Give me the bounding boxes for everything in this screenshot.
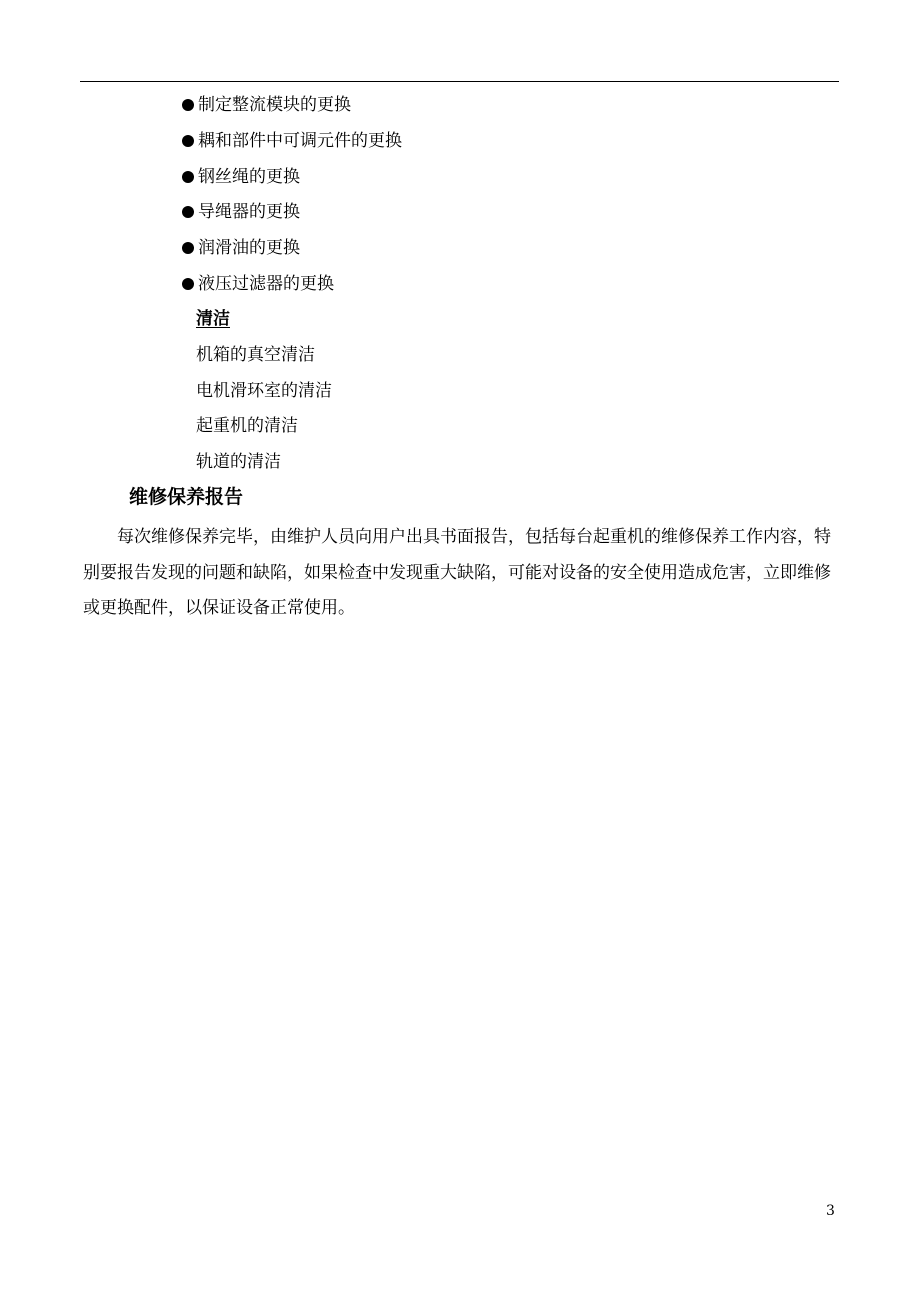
bullet-icon [182, 135, 194, 147]
replacement-list [182, 91, 402, 306]
list-item [182, 198, 402, 234]
page-number: 3 [826, 1203, 835, 1219]
bullet-icon [182, 171, 194, 183]
list-item [182, 91, 402, 127]
bullet-icon [182, 242, 194, 254]
bullet-icon [182, 99, 194, 111]
list-item-text: 导绳器的更换 [198, 202, 300, 223]
list-item [182, 163, 402, 199]
list-item: 电机滑环室的清洁 [196, 380, 332, 401]
list-item [182, 234, 402, 270]
list-item: 起重机的清洁 [196, 416, 298, 437]
list-item [182, 270, 402, 306]
report-heading: 维修保养报告 [129, 486, 244, 508]
cleaning-section [196, 305, 332, 484]
list-item-text: 耦和部件中可调元件的更换 [198, 130, 402, 151]
list-item: 轨道的清洁 [196, 452, 281, 473]
list-item-text: 液压过滤器的更换 [198, 273, 334, 294]
bullet-icon [182, 206, 194, 218]
list-item-text: 钢丝绳的更换 [198, 166, 300, 187]
list-item-text: 润滑油的更换 [198, 238, 300, 259]
cleaning-heading: 清洁 [196, 309, 230, 329]
list-item-text: 制定整流模块的更换 [198, 95, 351, 115]
report-paragraph: 每次维修保养完毕，由维护人员向用户出具书面报告，包括每台起重机的维修保养工作内容，特别要报告发现的问题和缺陷，如果检查中发现重大缺陷，可能对设备的安全使用造成危害，立即维修或更换配件，以保证设备正常使用。 [83, 527, 831, 619]
list-item: 机箱的真空清洁 [196, 344, 315, 365]
bullet-icon [182, 278, 194, 290]
header-rule [80, 81, 839, 82]
cleaning-list [196, 341, 332, 484]
list-item [182, 127, 402, 163]
